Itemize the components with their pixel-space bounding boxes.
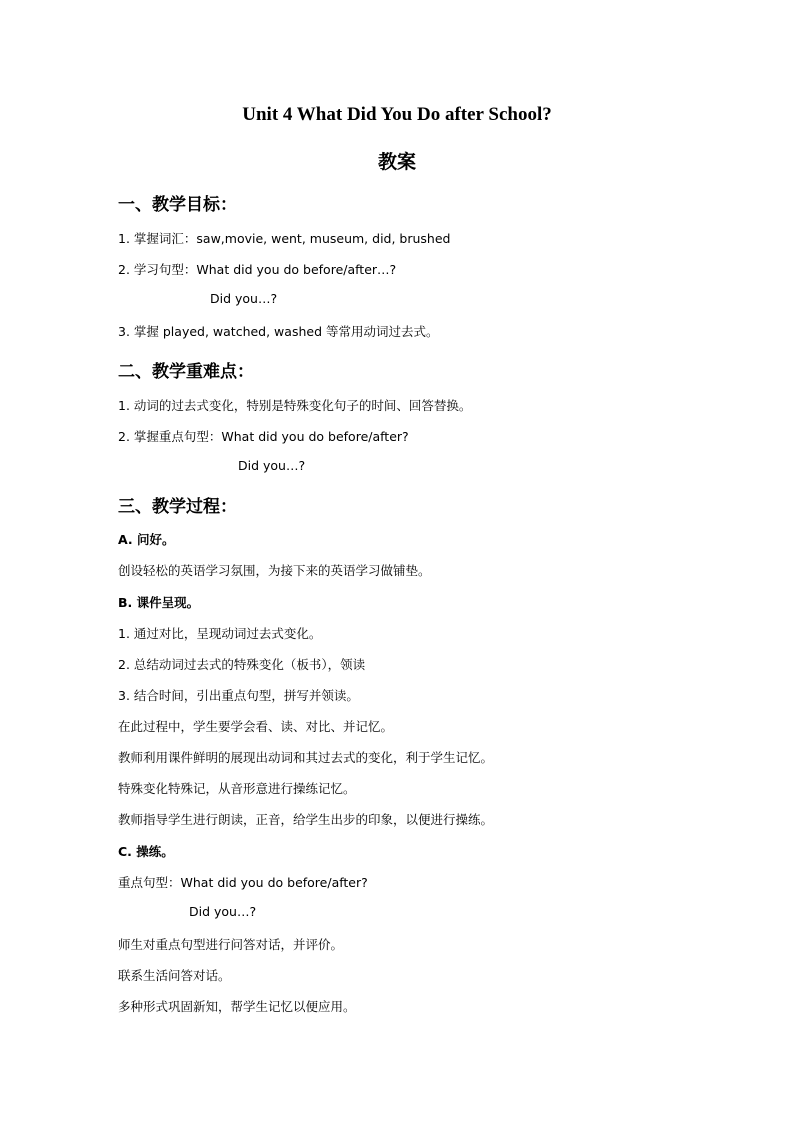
section-heading-process: 三、教学过程： bbox=[118, 497, 237, 517]
process-line: 2. 总结动词过去式的特殊变化（板书），领读 bbox=[118, 657, 366, 672]
process-line: 1. 通过对比，呈现动词过去式变化。 bbox=[118, 626, 322, 641]
document-title: Unit 4 What Did You Do after School? bbox=[242, 104, 552, 125]
process-line: 在此过程中，学生要学会看、读、对比、并记忆。 bbox=[118, 719, 394, 734]
process-line: 教师指导学生进行朗读，正音，给学生出步的印象，以便进行操练。 bbox=[118, 812, 494, 827]
section-heading-key-points: 二、教学重难点： bbox=[118, 362, 254, 382]
objective-item: 2. 学习句型：What did you do before/after…? bbox=[118, 262, 397, 277]
process-line: 3. 结合时间，引出重点句型，拼写并领读。 bbox=[118, 688, 359, 703]
process-line: 多种形式巩固新知，帮学生记忆以便应用。 bbox=[118, 999, 356, 1014]
objective-item: Did you…? bbox=[210, 291, 278, 306]
process-line: 师生对重点句型进行问答对话，并评价。 bbox=[118, 937, 344, 952]
document-subtitle: 教案 bbox=[377, 151, 416, 173]
section-heading-objectives: 一、教学目标： bbox=[118, 195, 237, 215]
objective-item: 1. 掌握词汇：saw,movie, went, museum, did, brushed bbox=[118, 231, 451, 246]
objective-item: 3. 掌握 played, watched, washed 等常用动词过去式。 bbox=[118, 324, 439, 339]
process-line: 特殊变化特殊记，从音形意进行操练记忆。 bbox=[118, 781, 356, 796]
process-line: 联系生活问答对话。 bbox=[118, 968, 231, 983]
part-c-label: C. 操练。 bbox=[118, 844, 174, 859]
process-line: 教师利用课件鲜明的展现出动词和其过去式的变化，利于学生记忆。 bbox=[118, 750, 494, 765]
part-b-label: B. 课件呈现。 bbox=[118, 595, 200, 610]
key-point-item: 1. 动词的过去式变化，特别是特殊变化句子的时间、回答替换。 bbox=[118, 398, 472, 413]
process-line: Did you…? bbox=[189, 904, 257, 919]
part-a-label: A. 问好。 bbox=[118, 532, 175, 547]
process-line: 创设轻松的英语学习氛围，为接下来的英语学习做铺垫。 bbox=[118, 563, 431, 578]
key-point-item: 2. 掌握重点句型：What did you do before/after? bbox=[118, 429, 409, 444]
key-point-item: Did you…? bbox=[238, 458, 306, 473]
process-line: 重点句型：What did you do before/after? bbox=[118, 875, 368, 890]
